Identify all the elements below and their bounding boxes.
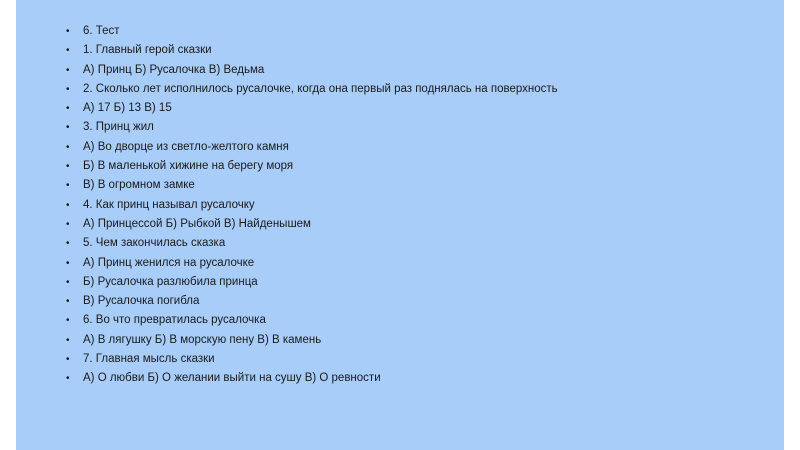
answer-3b	[66, 157, 766, 176]
list-item-text: 6. Тест	[83, 25, 120, 37]
list-item-text: А) 17 Б) 13 В) 15	[83, 102, 172, 115]
question-5	[66, 234, 766, 253]
bullet-icon: •	[66, 122, 70, 134]
bullet-icon: •	[66, 180, 70, 192]
bullet-icon: •	[66, 296, 70, 308]
bullet-icon: •	[66, 161, 70, 173]
answer-5b	[66, 273, 766, 292]
bullet-icon: •	[66, 141, 70, 153]
list-item-text: 1. Главный герой сказки	[83, 44, 212, 57]
list-item-text: А) Принц женился на русалочке	[83, 256, 255, 269]
bullet-icon: •	[66, 354, 70, 366]
answers-6	[66, 331, 766, 350]
list-item-text: Б) В маленькой хижине на берегу моря	[83, 160, 294, 173]
answers-7	[66, 369, 766, 388]
bullet-icon: •	[66, 199, 70, 211]
bullet-icon: •	[66, 373, 70, 385]
bullet-icon: •	[66, 83, 70, 95]
list-item-text: 3. Принц жил	[83, 121, 154, 134]
answer-3c	[66, 176, 766, 195]
question-6	[66, 311, 766, 330]
list-item-text: 6. Во что превратилась русалочка	[83, 314, 266, 327]
list-item-text: А) Во дворце из светло-желтого камня	[83, 140, 289, 153]
slide	[16, 0, 784, 450]
list-item-text: А) В лягушку Б) В морскую пену В) В камень	[83, 333, 322, 346]
bullet-icon: •	[66, 334, 70, 346]
bullet-icon: •	[66, 238, 70, 250]
answers-2	[66, 99, 766, 118]
bullet-icon: •	[66, 276, 70, 288]
answer-5c	[66, 292, 766, 311]
bullet-icon: •	[66, 315, 70, 327]
bullet-icon: •	[66, 103, 70, 115]
bullet-icon: •	[66, 45, 70, 57]
list-item-text: 5. Чем закончилась сказка	[83, 237, 226, 250]
quiz-title	[66, 22, 766, 41]
list-item-text: А) Принцессой Б) Рыбкой В) Найденышем	[83, 217, 311, 230]
answer-5a	[66, 254, 766, 273]
list-item-text: А) О любви Б) О желании выйти на сушу В) О ревности	[83, 372, 381, 385]
list-item-text: А) Принц Б) Русалочка В) Ведьма	[83, 63, 265, 76]
answers-1	[66, 61, 766, 80]
list-item-text: 4. Как принц называл русалочку	[83, 198, 255, 211]
question-7	[66, 350, 766, 369]
question-3	[66, 118, 766, 137]
list-item-text: В) В огромном замке	[83, 179, 195, 192]
quiz-list	[66, 22, 766, 389]
bullet-icon: •	[66, 218, 70, 230]
list-item-text: Б) Русалочка разлюбила принца	[83, 275, 258, 288]
list-item-text: 2. Сколько лет исполнилось русалочке, когда она первый раз поднялась на поверхность	[83, 82, 558, 95]
bullet-icon: •	[66, 64, 70, 76]
answers-4	[66, 215, 766, 234]
list-item-text: В) Русалочка погибла	[83, 295, 200, 308]
question-1	[66, 41, 766, 60]
question-2	[66, 80, 766, 99]
answer-3a	[66, 138, 766, 157]
bullet-icon: •	[66, 257, 70, 269]
list-item-text: 7. Главная мысль сказки	[83, 353, 215, 366]
question-4	[66, 196, 766, 215]
bullet-icon: •	[66, 26, 70, 37]
